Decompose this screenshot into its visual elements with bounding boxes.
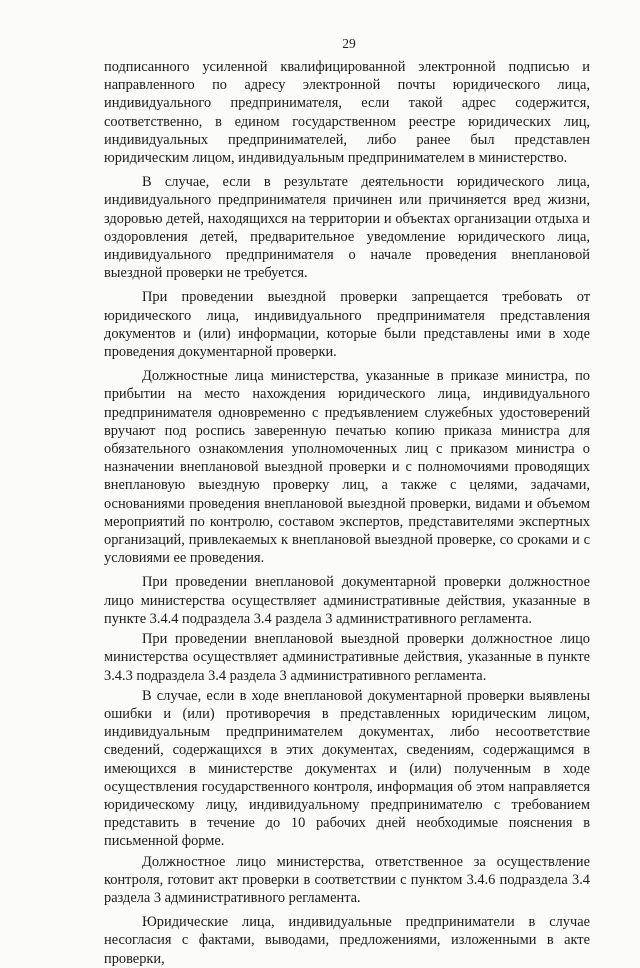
- paragraph-8: Должностное лицо министерства, ответственное за осуществление контроля, готовит акт проверки в соответствии с пунктом 3.4.6 подраздела 3.4 раздела 3 административного регламента.: [104, 853, 590, 906]
- paragraph-2: В случае, если в результате деятельности юридического лица, индивидуального предпринимателя причинен или причиняется вред жизни, здоровью детей, находящихся на территории и объектах организации отдыха и оздоровления детей, предварительное уведомление юридического лица, индивидуального предпринимателя о начале проведения внеплановой выездной проверки не требуется.: [104, 174, 590, 282]
- paragraph-5: При проведении внеплановой документарной проверки должностное лицо министерства осуществляет административные действия, указанные в пункте 3.4.4 подраздела 3.4 раздела 3 административного регламента.: [104, 574, 590, 627]
- paragraph-4: Должностные лица министерства, указанные в приказе министра, по прибытии на место нахождения юридического лица, индивидуального предпринимателя одновременно с предъявлением служебных удостоверений вручают под роспись заверенную печатью копию приказа министра для обязательного ознакомления уполномоченных лиц с приказом министра о назначении внеплановой выездной проверки и с полномочиями проводящих внеплановую выездную проверку лиц, а также с целями, задачами, основаниями проведения внеплановой выездной проверки, видами и объемом мероприятий по контролю, составом экспертов, представителями экспертных организаций, привлекаемых к внеплановой выездной проверке, со сроками и с условиями ее проведения.: [104, 368, 590, 567]
- paragraph-3: При проведении выездной проверки запрещается требовать от юридического лица, индивидуального предпринимателя представления документов и (или) информации, которые были представлены ими в ходе проведения документарной проверки.: [104, 289, 590, 361]
- paragraph-9: Юридические лица, индивидуальные предприниматели в случае несогласия с фактами, выводами, предложениями, изложенными в акте проверки,: [104, 914, 590, 967]
- paragraph-1: подписанного усиленной квалифицированной электронной подписью и направленного по адресу электронной почты юридического лица, индивидуального предпринимателя, если такой адрес содержится, соответственно, в едином государственном реестре юридических лиц, индивидуальных предпринимателей, либо ранее был представлен юридическим лицом, индивидуальным предпринимателем в министерство.: [104, 59, 590, 167]
- paragraph-6: При проведении внеплановой выездной проверки должностное лицо министерства осуществляет административные действия, указанные в пункте 3.4.3 подраздела 3.4 раздела 3 административного регламента.: [104, 631, 590, 684]
- paragraph-7: В случае, если в ходе внеплановой документарной проверки выявлены ошибки и (или) противоречия в представленных юридическим лицом, индивидуальным предпринимателем документах, либо несоответствие сведений, содержащихся в этих документах, сведениям, содержащимся в имеющихся в министерстве документах и (или) полученным в ходе осуществления государственного контроля, информация об этом направляется юридическому лицу, индивидуальному предпринимателю с требованием представить в течение до 10 рабочих дней необходимые пояснения в письменной форме.: [104, 687, 590, 850]
- page-number: 29: [342, 36, 356, 51]
